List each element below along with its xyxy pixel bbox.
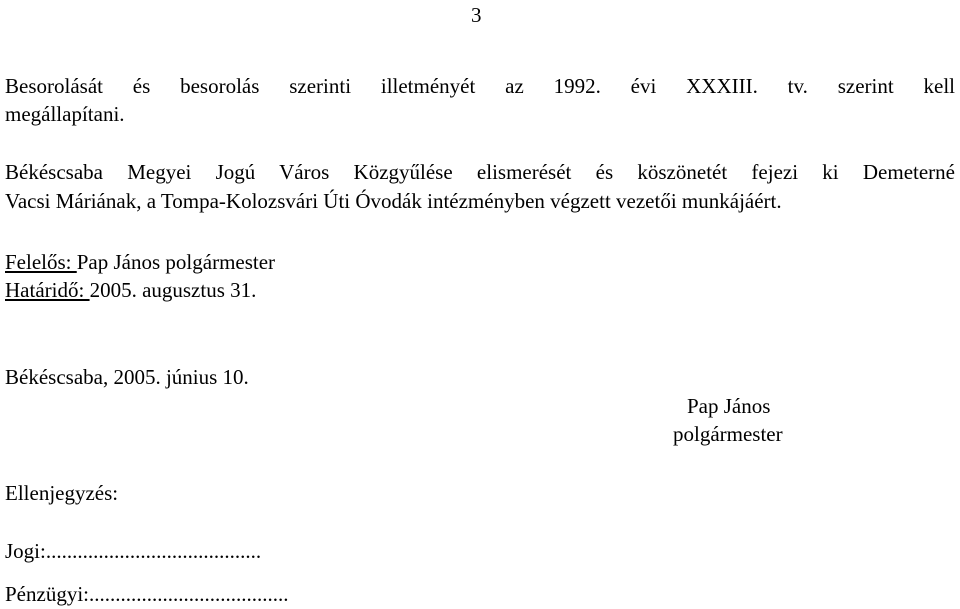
signature-title: polgármester bbox=[673, 422, 783, 446]
deadline-value: 2005. augusztus 31. bbox=[89, 278, 257, 302]
paragraph-1-line-1: Besorolását és besorolás szerinti illetményét az 1992. évi XXXIII. tv. szerint kell bbox=[5, 74, 955, 98]
countersign-legal: Jogi:......................................... bbox=[5, 539, 262, 563]
responsible-line bbox=[5, 249, 275, 275]
paragraph-1-line-2: megállapítani. bbox=[5, 102, 125, 126]
paragraph-2-line-1: Békéscsaba Megyei Jogú Város Közgyűlése elismerését és köszönetét fejezi ki Demeterné bbox=[5, 160, 955, 184]
countersign-heading: Ellenjegyzés: bbox=[5, 481, 119, 505]
deadline-label: Határidő: bbox=[5, 278, 90, 302]
deadline-line bbox=[5, 277, 256, 303]
place-date: Békéscsaba, 2005. június 10. bbox=[5, 365, 249, 389]
responsible-label: Felelős: bbox=[5, 250, 77, 274]
signature-name: Pap János bbox=[687, 394, 771, 418]
page-number: 3 bbox=[471, 3, 482, 27]
countersign-financial: Pénzügyi:...................................... bbox=[5, 582, 289, 606]
responsible-value: Pap János polgármester bbox=[76, 250, 276, 274]
paragraph-2-line-2: Vacsi Máriának, a Tompa-Kolozsvári Úti Óvodák intézményben végzett vezetői munkájáért. bbox=[5, 189, 782, 213]
